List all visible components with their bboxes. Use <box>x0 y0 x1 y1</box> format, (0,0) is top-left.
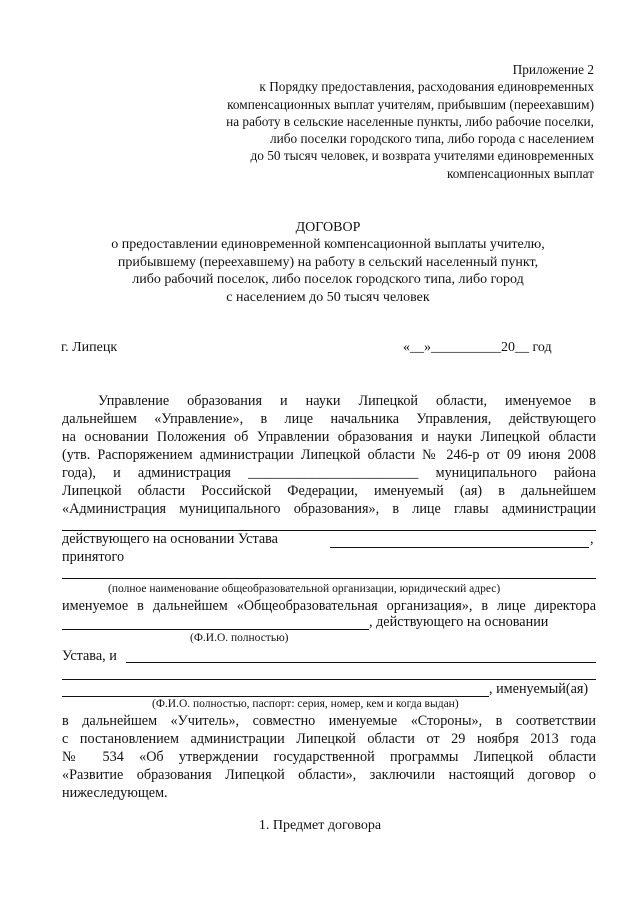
body-line: именуемое в дальнейшем «Общеобразовательная организация», в лице директора <box>62 598 596 614</box>
field-hint: (Ф.И.О. полностью, паспорт: серия, номер, кем и когда выдан) <box>152 698 459 710</box>
body-line: нижеследующем. <box>62 785 168 801</box>
appendix-line: Приложение 2 <box>512 62 594 77</box>
field-hint: (Ф.И.О. полностью) <box>190 632 289 644</box>
contract-title <box>60 219 596 306</box>
title-line: либо рабочий поселок, либо поселок городского типа, либо город <box>132 272 524 288</box>
blank-line <box>126 662 596 663</box>
body-line: № 534 «Об утверждении государственной программы Липецкой области <box>62 749 596 765</box>
body-line: Липецкой области Российской Федерации, именуемый (ая) в дальнейшем <box>62 483 596 499</box>
title-heading: ДОГОВОР <box>295 220 361 235</box>
field-hint: (полное наименование общеобразовательной организации, юридический адрес) <box>108 583 501 595</box>
body-line: «Развитие образования Липецкой области», заключили настоящий договор о <box>62 767 596 783</box>
body-line: Устава, и <box>62 648 117 664</box>
appendix-line: компенсационных выплат учителям, прибывшим (переехавшим) <box>227 96 594 112</box>
appendix-line: к Порядку предоставления, расходования единовременных <box>259 79 594 95</box>
body-line: , именуемый(ая) <box>489 681 589 697</box>
body-line: Управление образования и науки Липецкой области, именуемое в <box>98 393 596 409</box>
body-line: действующего на основании Устава <box>62 531 278 547</box>
appendix-line: на работу в сельские населенные пункты, либо рабочие поселки, <box>226 113 594 129</box>
blank-line <box>62 629 369 630</box>
appendix-header <box>134 61 594 182</box>
body-line: года), и администрация ________________________ муниципального района <box>62 465 596 481</box>
title-line: о предоставлении единовременной компенсационной выплаты учителю, <box>111 237 545 253</box>
body-line: (утв. Распоряжением администрации Липецкой области № 246-р от 09 июня 2008 <box>62 447 596 463</box>
body-line: в дальнейшем «Учитель», совместно именуемые «Стороны», в соответствии <box>62 713 596 729</box>
appendix-line: либо поселки городского типа, либо города с населением <box>269 131 594 147</box>
section-heading: 1. Предмет договора <box>258 818 382 833</box>
date-field: «__»__________20__ год <box>403 340 552 355</box>
city-label: г. Липецк <box>61 340 118 355</box>
appendix-line: до 50 тысяч человек, и возврата учителями единовременных <box>250 148 594 164</box>
body-line: с постановлением администрации Липецкой области от 29 ноября 2013 года <box>62 731 596 747</box>
blank-line <box>62 578 596 579</box>
body-line: «Администрация муниципального образования», в лице главы администрации <box>62 501 596 517</box>
title-line: прибывшему (переехавшему) на работу в сельский населенный пункт, <box>117 254 539 270</box>
body-line: принятого <box>62 549 125 565</box>
title-line: с населением до 50 тысяч человек <box>226 289 430 305</box>
body-line: , действующего на основании <box>369 614 549 630</box>
body-punct: , <box>590 531 594 547</box>
body-line: на основании Положения об Управлении образования и науки Липецкой области <box>62 429 596 445</box>
appendix-line: компенсационных выплат <box>446 165 594 181</box>
body-line: дальнейшем «Управление», в лице начальника Управления, действующего <box>62 411 596 427</box>
